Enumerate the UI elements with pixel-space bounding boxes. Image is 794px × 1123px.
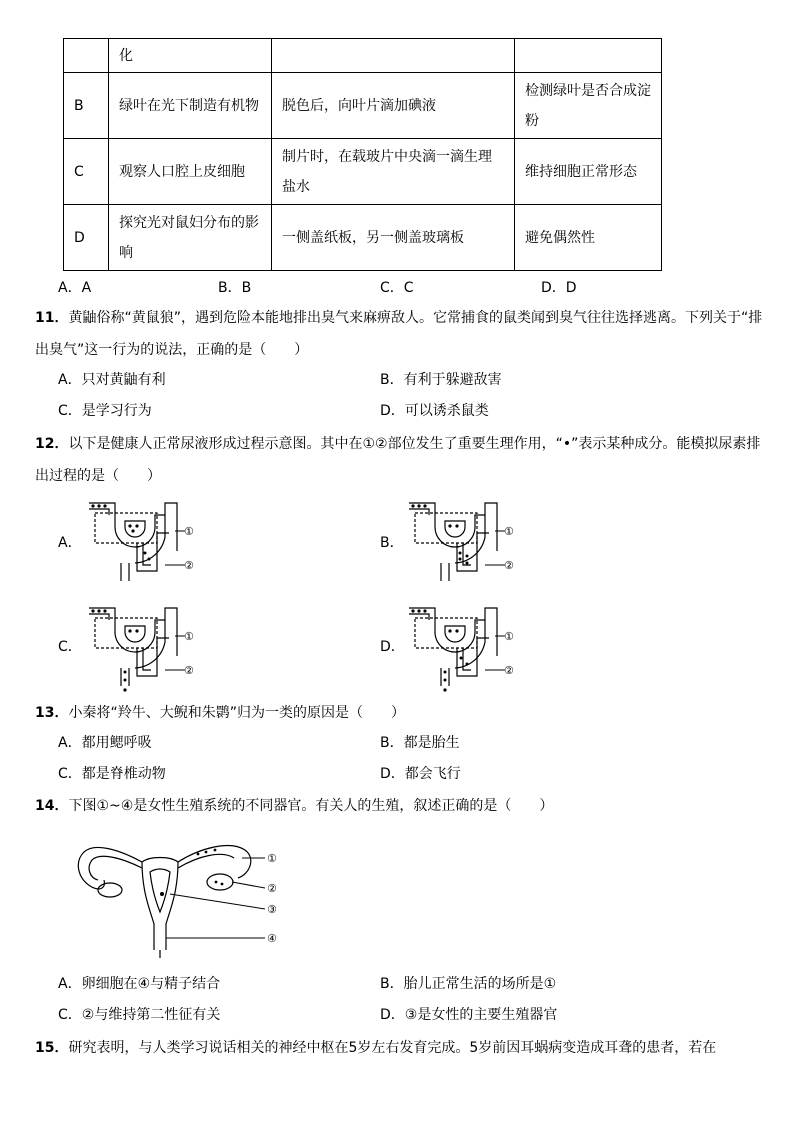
question-15 bbox=[35, 1032, 765, 1064]
diagram-label: ④ bbox=[267, 932, 277, 945]
diagram-label: ① bbox=[184, 630, 194, 643]
question-11 bbox=[35, 302, 765, 366]
q12-option-c[interactable]: C． bbox=[58, 639, 82, 655]
table-row bbox=[64, 73, 662, 139]
nephron-diagram-d bbox=[405, 598, 515, 693]
q12-option-a[interactable]: A． bbox=[58, 535, 82, 551]
q10-option-d[interactable]: D．D bbox=[541, 280, 577, 296]
q14-option-b[interactable]: B．胎儿正常生活的场所是① bbox=[380, 976, 557, 992]
question-text: 下图①~④是女性生殖系统的不同器官。有关人的生殖，叙述正确的是（ ） bbox=[68, 798, 554, 814]
diagram-label: ① bbox=[267, 852, 277, 865]
q12-option-d[interactable]: D． bbox=[380, 639, 405, 655]
q13-option-c[interactable]: C．都是脊椎动物 bbox=[58, 766, 166, 782]
table-cell: 避免偶然性 bbox=[515, 205, 662, 271]
diagram-label: ② bbox=[184, 664, 194, 677]
table-cell: 探究光对鼠妇分布的影响 bbox=[109, 205, 272, 271]
table-cell bbox=[64, 39, 109, 73]
question-number: 14． bbox=[35, 798, 69, 814]
question-text: 研究表明，与人类学习说话相关的神经中枢在5岁左右发育完成。5岁前因耳蜗病变造成耳聋的患者，若在 bbox=[68, 1040, 717, 1056]
q13-option-d[interactable]: D．都会飞行 bbox=[380, 766, 461, 782]
question-13 bbox=[35, 697, 765, 729]
diagram-label: ① bbox=[184, 525, 194, 538]
table-cell bbox=[515, 39, 662, 73]
diagram-label: ② bbox=[504, 559, 514, 572]
table-row bbox=[64, 205, 662, 271]
nephron-diagram-c bbox=[85, 598, 195, 693]
q11-option-a[interactable]: A．只对黄鼬有利 bbox=[58, 372, 166, 388]
question-text: 小秦将“羚牛、大鲵和朱鹮”归为一类的原因是（ ） bbox=[68, 705, 405, 721]
nephron-diagram-a bbox=[85, 493, 195, 585]
q10-option-b[interactable]: B．B bbox=[218, 280, 252, 296]
diagram-label: ③ bbox=[267, 903, 277, 916]
table-cell bbox=[272, 39, 515, 73]
q10-option-a[interactable]: A．A bbox=[58, 280, 92, 296]
question-number: 11． bbox=[35, 310, 69, 326]
table-cell: 维持细胞正常形态 bbox=[515, 139, 662, 205]
question-text: 以下是健康人正常尿液形成过程示意图。其中在①②部位发生了重要生理作用，“•”表示某种成分。能模拟尿素排出过程的是（ ） bbox=[35, 436, 761, 484]
diagram-label: ② bbox=[504, 664, 514, 677]
diagram-label: ① bbox=[504, 630, 514, 643]
q11-option-d[interactable]: D．可以诱杀鼠类 bbox=[380, 403, 489, 419]
q11-option-b[interactable]: B．有利于躲避敌害 bbox=[380, 372, 502, 388]
table-row bbox=[64, 139, 662, 205]
table-cell: 绿叶在光下制造有机物 bbox=[109, 73, 272, 139]
table-cell: 一侧盖纸板，另一侧盖玻璃板 bbox=[272, 205, 515, 271]
table-cell: D bbox=[64, 205, 109, 271]
question-number: 12． bbox=[35, 436, 69, 452]
table-cell: C bbox=[64, 139, 109, 205]
experiment-table bbox=[63, 38, 662, 271]
q10-option-c[interactable]: C．C bbox=[380, 280, 414, 296]
q14-option-a[interactable]: A．卵细胞在④与精子结合 bbox=[58, 976, 221, 992]
table-cell: B bbox=[64, 73, 109, 139]
q12-option-b[interactable]: B． bbox=[380, 535, 404, 551]
diagram-label: ① bbox=[504, 525, 514, 538]
q11-option-c[interactable]: C．是学习行为 bbox=[58, 403, 152, 419]
question-14 bbox=[35, 790, 765, 822]
diagram-label: ② bbox=[184, 559, 194, 572]
diagram-label: ② bbox=[267, 882, 277, 895]
table-cell: 观察人口腔上皮细胞 bbox=[109, 139, 272, 205]
table-row bbox=[64, 39, 662, 73]
table-cell: 脱色后，向叶片滴加碘液 bbox=[272, 73, 515, 139]
q13-option-a[interactable]: A．都用鳃呼吸 bbox=[58, 735, 152, 751]
q13-option-b[interactable]: B．都是胎生 bbox=[380, 735, 460, 751]
question-12 bbox=[35, 428, 765, 492]
q14-option-d[interactable]: D．③是女性的主要生殖器官 bbox=[380, 1007, 558, 1023]
female-reproductive-diagram bbox=[70, 832, 290, 962]
question-number: 15． bbox=[35, 1040, 69, 1056]
question-text: 黄鼬俗称“黄鼠狼”，遇到危险本能地排出臭气来麻痹敌人。它常捕食的鼠类闻到臭气往往选择逃离。下列关于“排出臭气”这一行为的说法，正确的是（ ） bbox=[35, 310, 763, 358]
table-cell: 化 bbox=[109, 39, 272, 73]
question-number: 13． bbox=[35, 705, 69, 721]
table-cell: 制片时，在载玻片中央滴一滴生理盐水 bbox=[272, 139, 515, 205]
table-cell: 检测绿叶是否合成淀粉 bbox=[515, 73, 662, 139]
nephron-diagram-b bbox=[405, 493, 515, 585]
q14-option-c[interactable]: C．②与维持第二性征有关 bbox=[58, 1007, 221, 1023]
